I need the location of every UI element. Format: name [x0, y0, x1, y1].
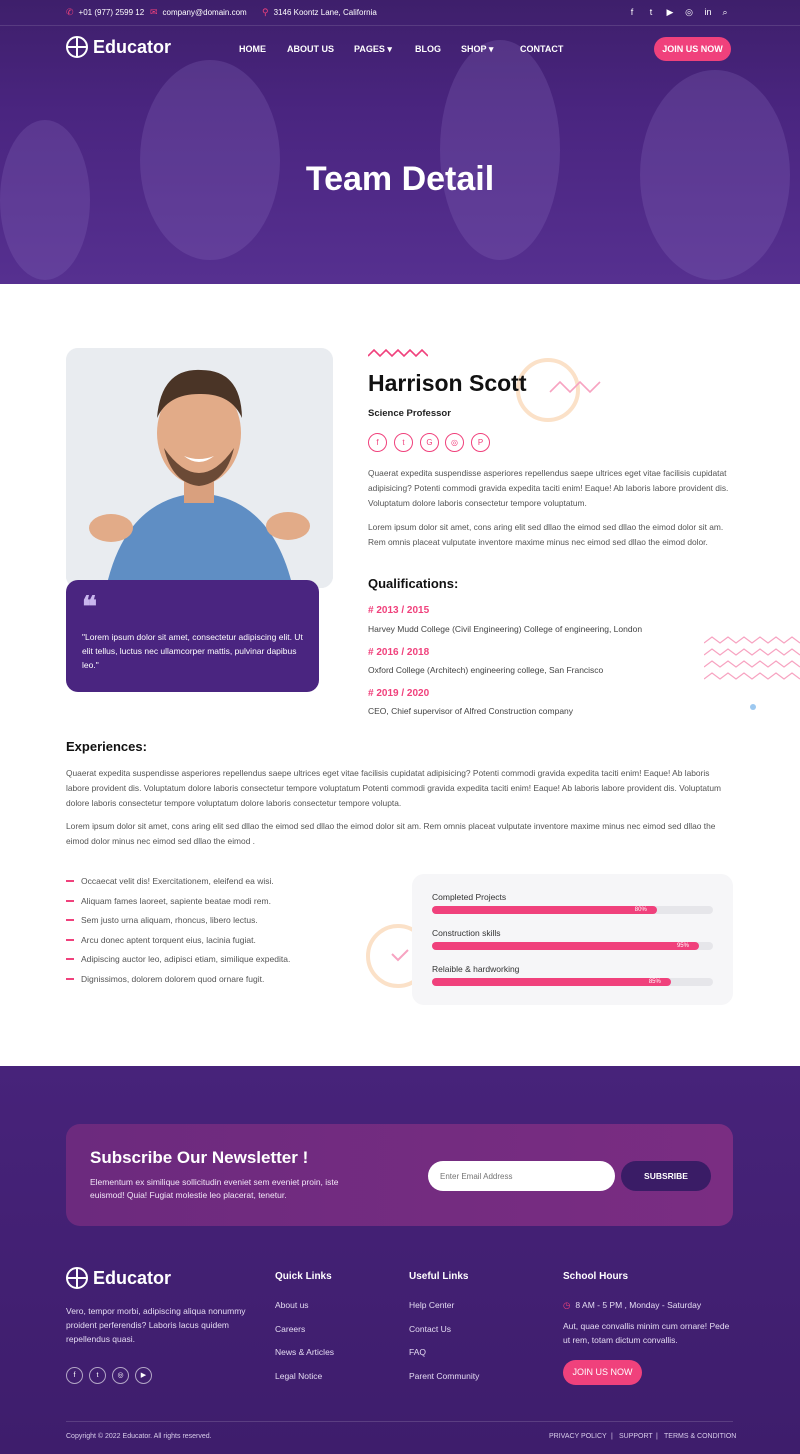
qualification-text: Oxford College (Architech) engineering college, San Francisco: [368, 665, 604, 675]
skill-bar: [432, 942, 713, 950]
newsletter-text: Elementum ex similique sollicitudin eveniet sem eveniet proin, iste euismod! Quia! Fugiat molestie leo placerat, tenetur.: [90, 1177, 339, 1200]
footer-logo[interactable]: Educator: [66, 1267, 171, 1289]
profile-photo: [66, 348, 333, 588]
globe-logo-icon: [66, 36, 88, 58]
circle-check-decoration: [360, 918, 420, 988]
support-link[interactable]: SUPPORT: [619, 1433, 653, 1440]
list-item: Dignissimos, dolorem dolorem quod ornare fugit.: [66, 974, 264, 984]
envelope-icon: ✉: [150, 7, 158, 17]
footer-link-community[interactable]: Parent Community: [409, 1371, 480, 1381]
useful-links-heading: Useful Links: [409, 1271, 469, 1282]
twitter-icon[interactable]: t: [89, 1367, 106, 1384]
chevron-down-icon: ▾: [488, 44, 494, 54]
google-icon[interactable]: G: [420, 433, 439, 452]
qualification-text: Harvey Mudd College (Civil Engineering) College of engineering, London: [368, 624, 643, 634]
clock-icon: ◷: [563, 1300, 571, 1310]
quote-mark-icon: ❝: [82, 591, 98, 622]
footer-link-help[interactable]: Help Center: [409, 1300, 455, 1310]
quote-card: [66, 580, 319, 692]
copyright: Copyright © 2022 Educator. All rights reserved.: [66, 1433, 212, 1440]
skill-label: Relaible & hardworking: [432, 964, 520, 974]
list-item: Adipiscing auctor leo, adipisci etiam, similique expedita.: [66, 954, 290, 964]
hours-info: ◷ 8 AM - 5 PM , Monday - Saturday: [563, 1300, 702, 1310]
footer-link-news[interactable]: News & Articles: [275, 1347, 335, 1357]
skills-panel: [412, 874, 733, 1005]
globe-logo-icon: [66, 1267, 88, 1289]
bio-paragraph-1: Quaerat expedita suspendisse asperiores repellendus saepe ultrices eget vitae facilisis cupidatat adipisicing? Potenti commodi gravida expedita taciti enim! Eaque! Ab laboris labore provident dis. Voluptatum dolore laboris consectetur tempore voluptatum.: [368, 468, 729, 508]
footer-join-button[interactable]: JOIN US NOW: [563, 1360, 642, 1385]
skill-bar-fill: [432, 978, 671, 986]
footer-link-about[interactable]: About us: [275, 1300, 309, 1310]
skill-percent: 80%: [634, 907, 647, 913]
facebook-icon[interactable]: f: [368, 433, 387, 452]
divider: |: [656, 1433, 658, 1440]
email-info[interactable]: ✉ company@domain.com: [150, 7, 247, 17]
qualification-years: # 2016 / 2018: [368, 647, 430, 658]
nav-contact[interactable]: CONTACT: [520, 44, 564, 54]
linkedin-icon[interactable]: in: [704, 7, 712, 17]
qualification-years: # 2013 / 2015: [368, 605, 430, 616]
page-title: Team Detail: [305, 160, 495, 198]
quick-links-heading: Quick Links: [275, 1271, 332, 1282]
nav-blog[interactable]: BLOG: [415, 44, 441, 54]
experiences-heading: Experiences:: [66, 739, 147, 754]
experience-paragraph-1: Quaerat expedita suspendisse asperiores repellendus saepe ultrices eget vitae facilisis cupidatat adipisicing? Potenti commodi gravida expedita taciti enim! Eaque! Ab laboris labore provident dis. Voluptatum dolore laboris consectetur tempore voluptatum Potenti commodi gravida expedita taciti enim! Eaque! Ab laboris labore provident dis. Voluptatum dolore laboris consectetur tempore voluptatum dolore laboris consectetur tempore volupta.: [66, 768, 722, 808]
skill-bar: [432, 978, 713, 986]
qualifications-heading: Qualifications:: [368, 576, 459, 591]
footer-link-legal[interactable]: Legal Notice: [275, 1371, 323, 1381]
list-item: Occaecat velit dis! Exercitationem, eleifend ea wisi.: [66, 876, 274, 886]
quote-text: "Lorem ipsum dolor sit amet, consectetur adipiscing elit. Ut elit tellus, luctus nec ullamcorper mattis, pulvinar dapibus leo.": [82, 632, 303, 670]
school-hours-heading: School Hours: [563, 1271, 629, 1282]
skill-percent: 85%: [648, 979, 661, 985]
experience-paragraph-2: Lorem ipsum dolor sit amet, cons aring elit sed dllao the eimod sed dllao the eimod dolor sit am. Rem omnis placeat vulputate inventore maxime minus nec eimod sed dllao the eimod dolor minus nec eimod sed dllao the eimod .: [66, 821, 716, 846]
nav-about[interactable]: ABOUT US: [287, 44, 334, 54]
footer-divider: [66, 1421, 733, 1422]
footer-about-text: Vero, tempor morbi, adipiscing aliqua nonummy proident perferendis? Laboris lacus quidem repellendus quasi.: [66, 1306, 246, 1344]
zigzag-decoration: [368, 348, 428, 358]
youtube-icon[interactable]: ▶: [666, 7, 674, 17]
member-name: Harrison Scott: [368, 370, 527, 396]
bio-paragraph-2: Lorem ipsum dolor sit amet, cons aring elit sed dllao the eimod sed dllao the eimod dolor sit am. Rem omnis placeat vulputate inventore maxime minus nec eimod sed dllao the eimod dolor.: [368, 522, 724, 547]
divider: |: [611, 1433, 613, 1440]
pinterest-icon[interactable]: P: [471, 433, 490, 452]
skill-percent: 95%: [676, 943, 689, 949]
youtube-icon[interactable]: ▶: [135, 1367, 152, 1384]
list-item: Sem justo urna aliquam, rhoncus, libero lectus.: [66, 915, 258, 925]
skill-bar: [432, 906, 713, 914]
privacy-policy-link[interactable]: PRIVACY POLICY: [549, 1433, 607, 1440]
twitter-icon[interactable]: t: [649, 7, 653, 17]
facebook-icon[interactable]: f: [630, 7, 634, 17]
skill-label: Construction skills: [432, 928, 501, 938]
top-bar: [0, 0, 800, 26]
skill-bar-fill: [432, 942, 699, 950]
address-info: ⚲ 3146 Koontz Lane, California: [262, 7, 377, 17]
phone-icon: ✆: [66, 7, 74, 17]
search-icon[interactable]: ⌕: [722, 7, 728, 17]
footer-link-contact[interactable]: Contact Us: [409, 1324, 452, 1334]
instagram-icon[interactable]: ◎: [685, 7, 693, 17]
list-item: Aliquam fames laoreet, sapiente beatae modi rem.: [66, 896, 271, 906]
newsletter-box: [66, 1124, 733, 1226]
qualification-text: CEO, Chief supervisor of Alfred Construction company: [368, 706, 574, 716]
phone-info[interactable]: ✆ +01 (977) 2599 12: [66, 7, 145, 17]
subscribe-button[interactable]: SUBSRIBE: [621, 1161, 711, 1191]
footer-link-faq[interactable]: FAQ: [409, 1347, 427, 1357]
zigzag-pattern-decoration: [704, 635, 800, 685]
footer-link-careers[interactable]: Careers: [275, 1324, 306, 1334]
facebook-icon[interactable]: f: [66, 1367, 83, 1384]
location-pin-icon: ⚲: [262, 7, 269, 17]
list-item: Arcu donec aptent torquent eius, lacinia fugiat.: [66, 935, 256, 945]
email-input[interactable]: [428, 1161, 615, 1191]
member-role: Science Professor: [368, 408, 451, 419]
nav-shop[interactable]: SHOP ▾: [461, 44, 494, 54]
skill-bar-fill: [432, 906, 657, 914]
qualification-years: # 2019 / 2020: [368, 688, 430, 699]
join-us-button[interactable]: JOIN US NOW: [654, 37, 731, 61]
chevron-down-icon: ▾: [387, 44, 392, 54]
brand-logo[interactable]: Educator: [66, 36, 171, 58]
hours-text: Aut, quae convallis minim cum ornare! Pede ut rem, totam dictum convallis.: [563, 1321, 730, 1345]
terms-link[interactable]: TERMS & CONDITION: [664, 1433, 737, 1440]
instagram-icon[interactable]: ◎: [445, 433, 464, 452]
skill-label: Completed Projects: [432, 892, 507, 902]
dot-decoration: [750, 704, 756, 710]
twitter-icon[interactable]: t: [394, 433, 413, 452]
nav-home[interactable]: HOME: [239, 44, 266, 54]
instagram-icon[interactable]: ◎: [112, 1367, 129, 1384]
newsletter-title: Subscribe Our Newsletter !: [90, 1148, 309, 1167]
nav-pages[interactable]: PAGES ▾: [354, 44, 392, 54]
